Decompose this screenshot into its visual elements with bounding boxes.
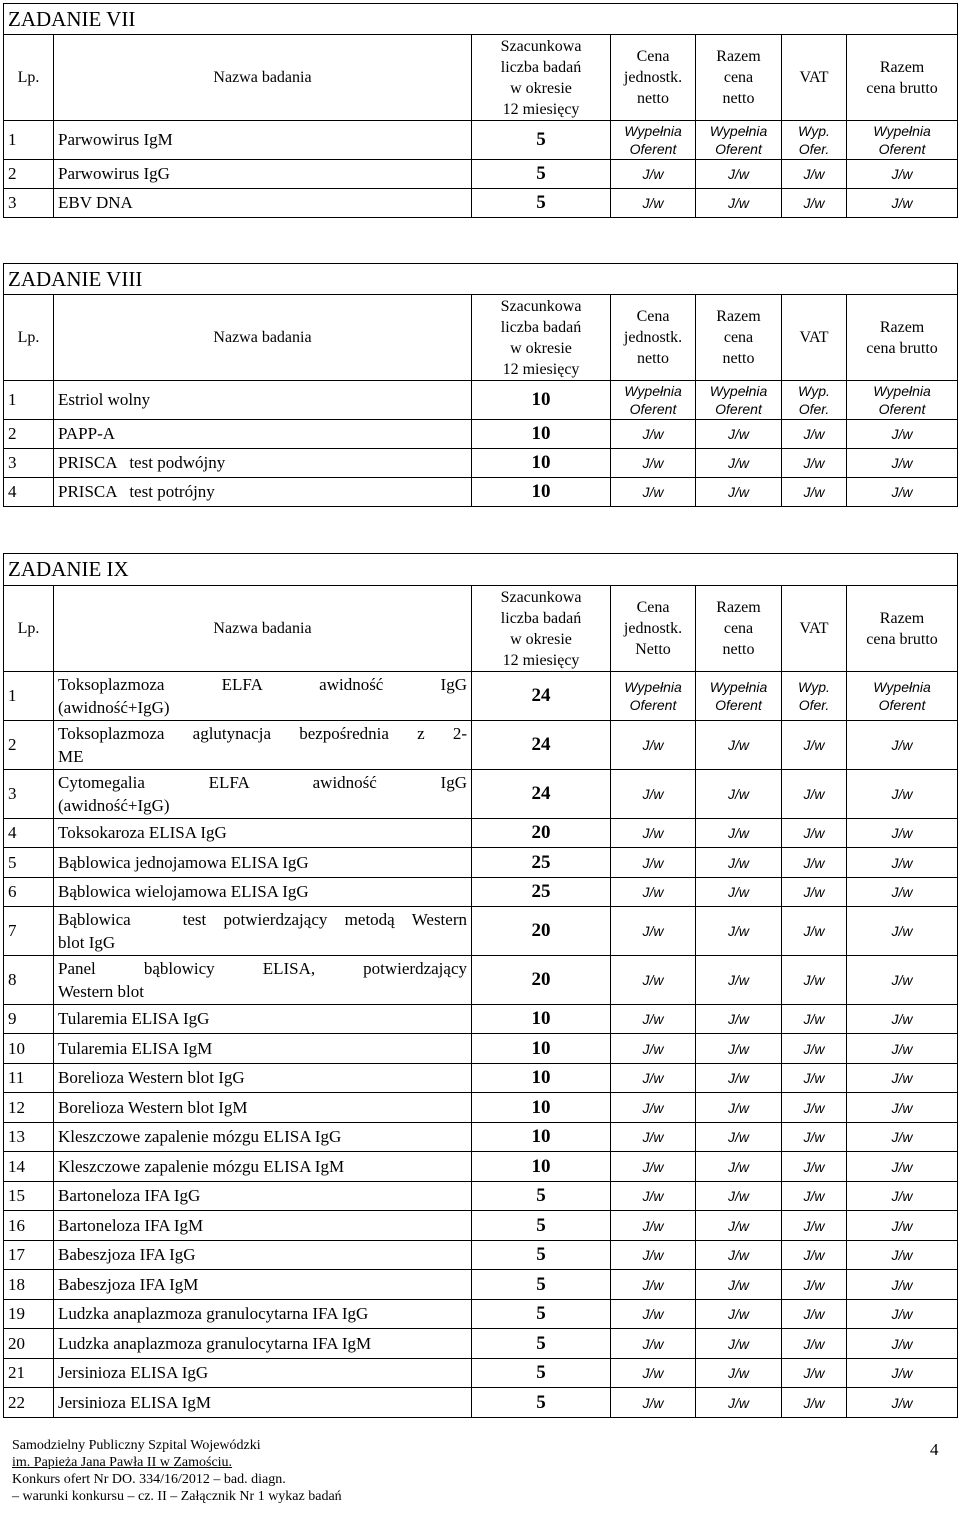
row-lp: 11	[4, 1064, 54, 1093]
jw-cell: J/w	[611, 878, 696, 907]
task-title: ZADANIE VII	[4, 4, 958, 35]
jw-cell: J/w	[611, 1388, 696, 1418]
jw-cell: J/w	[782, 1034, 847, 1064]
jw-cell: J/w	[847, 878, 958, 907]
jw-cell: J/w	[782, 1182, 847, 1211]
row-qty: 10	[472, 478, 611, 507]
fill-cell: Wypełnia Oferent	[696, 121, 782, 160]
jw-cell: J/w	[611, 1300, 696, 1329]
jw-cell: J/w	[847, 420, 958, 449]
row-name: Babeszjoza IFA IgM	[54, 1270, 472, 1300]
row-name: Tularemia ELISA IgM	[54, 1034, 472, 1064]
row-name: Bartoneloza IFA IgM	[54, 1211, 472, 1241]
row-name: Babeszjoza IFA IgG	[54, 1241, 472, 1270]
jw-cell: J/w	[611, 848, 696, 878]
jw-cell: J/w	[611, 1182, 696, 1211]
table-row	[4, 381, 958, 420]
jw-cell: J/w	[847, 1093, 958, 1123]
footer-line: Samodzielny Publiczny Szpital Wojewódzki	[12, 1438, 261, 1453]
jw-cell: J/w	[782, 160, 847, 189]
row-lp: 3	[4, 770, 54, 819]
row-name: PRISCA test podwójny	[54, 449, 472, 478]
jw-cell: J/w	[696, 160, 782, 189]
jw-cell: J/w	[847, 1300, 958, 1329]
jw-cell: J/w	[782, 1359, 847, 1388]
header-unit-price: Cena jednostk. netto	[611, 35, 696, 121]
row-lp: 13	[4, 1123, 54, 1152]
jw-cell: J/w	[696, 1093, 782, 1123]
jw-cell: J/w	[611, 449, 696, 478]
table-row	[4, 478, 958, 507]
row-lp: 2	[4, 420, 54, 449]
row-lp: 10	[4, 1034, 54, 1064]
jw-cell: J/w	[611, 721, 696, 770]
jw-cell: J/w	[611, 1270, 696, 1300]
table-row	[4, 770, 958, 819]
row-name: Bartoneloza IFA IgG	[54, 1182, 472, 1211]
jw-cell: J/w	[782, 1093, 847, 1123]
row-qty: 25	[472, 878, 611, 907]
row-qty: 10	[472, 449, 611, 478]
row-name: Parwowirus IgM	[54, 121, 472, 160]
table-row	[4, 819, 958, 848]
fill-cell: Wyp. Ofer.	[782, 672, 847, 721]
header-qty: Szacunkowa liczba badań w okresie 12 miesięcy	[472, 586, 611, 672]
jw-cell: J/w	[847, 449, 958, 478]
row-name: PAPP-A	[54, 420, 472, 449]
jw-cell: J/w	[696, 1359, 782, 1388]
table-row	[4, 1005, 958, 1034]
header-total-net: Razem cena netto	[696, 586, 782, 672]
row-name: Borelioza Western blot IgM	[54, 1093, 472, 1123]
fill-cell: Wypełnia Oferent	[611, 381, 696, 420]
table-row	[4, 449, 958, 478]
jw-cell: J/w	[696, 1388, 782, 1418]
task-title: ZADANIE IX	[4, 554, 958, 586]
header-vat: VAT	[782, 586, 847, 672]
row-qty: 24	[472, 672, 611, 721]
jw-cell: J/w	[611, 189, 696, 218]
table-row	[4, 1211, 958, 1241]
row-lp: 12	[4, 1093, 54, 1123]
task-table-vii	[3, 3, 958, 218]
row-qty: 10	[472, 1152, 611, 1182]
jw-cell: J/w	[696, 449, 782, 478]
jw-cell: J/w	[611, 1034, 696, 1064]
jw-cell: J/w	[611, 1211, 696, 1241]
row-lp: 15	[4, 1182, 54, 1211]
jw-cell: J/w	[782, 1388, 847, 1418]
header-qty: Szacunkowa liczba badań w okresie 12 miesięcy	[472, 35, 611, 121]
jw-cell: J/w	[847, 1123, 958, 1152]
footer-line: im. Papieża Jana Pawła II w Zamościu.	[12, 1455, 233, 1470]
row-name: Ludzka anaplazmoza granulocytarna IFA IgM	[54, 1329, 472, 1359]
row-qty: 20	[472, 956, 611, 1005]
jw-cell: J/w	[847, 1359, 958, 1388]
jw-cell: J/w	[847, 956, 958, 1005]
jw-cell: J/w	[696, 1329, 782, 1359]
jw-cell: J/w	[847, 1182, 958, 1211]
task-table-ix	[3, 553, 958, 1418]
header-total-gross: Razem cena brutto	[847, 295, 958, 381]
table-row	[4, 907, 958, 956]
jw-cell: J/w	[782, 878, 847, 907]
jw-cell: J/w	[847, 1005, 958, 1034]
row-name: Bąblowica test potwierdzający metodą Western blot IgG	[54, 907, 472, 956]
row-qty: 5	[472, 121, 611, 160]
row-qty: 10	[472, 1034, 611, 1064]
jw-cell: J/w	[782, 1064, 847, 1093]
row-name: Estriol wolny	[54, 381, 472, 420]
jw-cell: J/w	[847, 1152, 958, 1182]
header-total-net: Razem cena netto	[696, 35, 782, 121]
table-row	[4, 189, 958, 218]
header-vat: VAT	[782, 295, 847, 381]
row-lp: 20	[4, 1329, 54, 1359]
jw-cell: J/w	[696, 770, 782, 819]
row-lp: 3	[4, 449, 54, 478]
footer-line: – warunki konkursu – cz. II – Załącznik Nr 1 wykaz badań	[12, 1489, 342, 1504]
task-table-viii	[3, 263, 958, 507]
jw-cell: J/w	[782, 1329, 847, 1359]
row-lp: 7	[4, 907, 54, 956]
jw-cell: J/w	[696, 848, 782, 878]
jw-cell: J/w	[847, 478, 958, 507]
jw-cell: J/w	[847, 721, 958, 770]
jw-cell: J/w	[611, 1005, 696, 1034]
row-qty: 5	[472, 1182, 611, 1211]
table-row	[4, 160, 958, 189]
jw-cell: J/w	[782, 956, 847, 1005]
fill-cell: Wyp. Ofer.	[782, 381, 847, 420]
page-number: 4	[930, 1440, 939, 1459]
row-name: Kleszczowe zapalenie mózgu ELISA IgG	[54, 1123, 472, 1152]
row-name: PRISCA test potrójny	[54, 478, 472, 507]
fill-cell: Wypełnia Oferent	[847, 672, 958, 721]
row-qty: 5	[472, 1300, 611, 1329]
row-qty: 20	[472, 907, 611, 956]
row-qty: 5	[472, 1241, 611, 1270]
fill-cell: Wypełnia Oferent	[847, 381, 958, 420]
jw-cell: J/w	[847, 1064, 958, 1093]
table-row	[4, 721, 958, 770]
footer-line: Konkurs ofert Nr DO. 334/16/2012 – bad. diagn.	[12, 1472, 286, 1487]
row-lp: 22	[4, 1388, 54, 1418]
table-row	[4, 848, 958, 878]
table-row	[4, 420, 958, 449]
row-lp: 4	[4, 819, 54, 848]
header-name: Nazwa badania	[54, 35, 472, 121]
jw-cell: J/w	[847, 1211, 958, 1241]
row-qty: 10	[472, 1093, 611, 1123]
jw-cell: J/w	[611, 420, 696, 449]
row-name: Kleszczowe zapalenie mózgu ELISA IgM	[54, 1152, 472, 1182]
row-lp: 21	[4, 1359, 54, 1388]
table-row	[4, 1034, 958, 1064]
row-lp: 4	[4, 478, 54, 507]
jw-cell: J/w	[611, 1093, 696, 1123]
table-row	[4, 672, 958, 721]
row-lp: 6	[4, 878, 54, 907]
header-lp: Lp.	[4, 586, 54, 672]
row-qty: 5	[472, 1270, 611, 1300]
fill-cell: Wyp. Ofer.	[782, 121, 847, 160]
jw-cell: J/w	[782, 189, 847, 218]
table-row	[4, 1152, 958, 1182]
table-row	[4, 1123, 958, 1152]
jw-cell: J/w	[611, 478, 696, 507]
row-lp: 14	[4, 1152, 54, 1182]
jw-cell: J/w	[611, 770, 696, 819]
row-qty: 20	[472, 819, 611, 848]
header-total-gross: Razem cena brutto	[847, 35, 958, 121]
jw-cell: J/w	[611, 1241, 696, 1270]
jw-cell: J/w	[847, 1388, 958, 1418]
row-lp: 16	[4, 1211, 54, 1241]
table-row	[4, 121, 958, 160]
jw-cell: J/w	[782, 770, 847, 819]
jw-cell: J/w	[782, 907, 847, 956]
jw-cell: J/w	[611, 1123, 696, 1152]
jw-cell: J/w	[696, 1182, 782, 1211]
jw-cell: J/w	[782, 1152, 847, 1182]
row-lp: 2	[4, 160, 54, 189]
jw-cell: J/w	[782, 478, 847, 507]
jw-cell: J/w	[696, 1211, 782, 1241]
jw-cell: J/w	[696, 189, 782, 218]
jw-cell: J/w	[782, 1241, 847, 1270]
row-name: Toksoplazmoza ELFA awidność IgG (awidność+IgG)	[54, 672, 472, 721]
header-total-net: Razem cena netto	[696, 295, 782, 381]
fill-cell: Wypełnia Oferent	[696, 381, 782, 420]
table-row	[4, 1241, 958, 1270]
jw-cell: J/w	[696, 1123, 782, 1152]
jw-cell: J/w	[696, 819, 782, 848]
row-name: Toksoplazmoza aglutynacja bezpośrednia z 2- ME	[54, 721, 472, 770]
header-unit-price: Cena jednostk. Netto	[611, 586, 696, 672]
table-row	[4, 1388, 958, 1418]
row-qty: 5	[472, 1388, 611, 1418]
jw-cell: J/w	[782, 420, 847, 449]
row-qty: 10	[472, 1064, 611, 1093]
jw-cell: J/w	[611, 1152, 696, 1182]
jw-cell: J/w	[696, 907, 782, 956]
jw-cell: J/w	[782, 449, 847, 478]
jw-cell: J/w	[696, 878, 782, 907]
row-name: Bąblowica jednojamowa ELISA IgG	[54, 848, 472, 878]
table-row	[4, 956, 958, 1005]
header-name: Nazwa badania	[54, 295, 472, 381]
header-lp: Lp.	[4, 295, 54, 381]
jw-cell: J/w	[696, 1152, 782, 1182]
jw-cell: J/w	[847, 1034, 958, 1064]
jw-cell: J/w	[847, 1270, 958, 1300]
header-unit-price: Cena jednostk. netto	[611, 295, 696, 381]
fill-cell: Wypełnia Oferent	[611, 121, 696, 160]
row-name: Borelioza Western blot IgG	[54, 1064, 472, 1093]
jw-cell: J/w	[782, 1005, 847, 1034]
row-lp: 5	[4, 848, 54, 878]
page-footer	[12, 1437, 342, 1505]
row-lp: 2	[4, 721, 54, 770]
jw-cell: J/w	[847, 189, 958, 218]
jw-cell: J/w	[782, 1211, 847, 1241]
table-row	[4, 1300, 958, 1329]
row-lp: 18	[4, 1270, 54, 1300]
jw-cell: J/w	[696, 1064, 782, 1093]
row-name: Tularemia ELISA IgG	[54, 1005, 472, 1034]
jw-cell: J/w	[782, 1123, 847, 1152]
row-qty: 5	[472, 1359, 611, 1388]
jw-cell: J/w	[696, 1034, 782, 1064]
jw-cell: J/w	[847, 160, 958, 189]
jw-cell: J/w	[696, 1300, 782, 1329]
table-row	[4, 1329, 958, 1359]
jw-cell: J/w	[782, 819, 847, 848]
row-name: Parwowirus IgG	[54, 160, 472, 189]
row-qty: 10	[472, 420, 611, 449]
row-qty: 5	[472, 160, 611, 189]
row-lp: 19	[4, 1300, 54, 1329]
header-name: Nazwa badania	[54, 586, 472, 672]
table-row	[4, 1359, 958, 1388]
row-name: Ludzka anaplazmoza granulocytarna IFA IgG	[54, 1300, 472, 1329]
jw-cell: J/w	[782, 721, 847, 770]
jw-cell: J/w	[611, 160, 696, 189]
fill-cell: Wypełnia Oferent	[847, 121, 958, 160]
table-row	[4, 1182, 958, 1211]
row-qty: 5	[472, 1329, 611, 1359]
jw-cell: J/w	[696, 420, 782, 449]
row-qty: 24	[472, 770, 611, 819]
row-name: EBV DNA	[54, 189, 472, 218]
row-lp: 1	[4, 121, 54, 160]
fill-cell: Wypełnia Oferent	[611, 672, 696, 721]
jw-cell: J/w	[696, 478, 782, 507]
row-qty: 5	[472, 1211, 611, 1241]
row-name: Jersinioza ELISA IgM	[54, 1388, 472, 1418]
jw-cell: J/w	[611, 1064, 696, 1093]
jw-cell: J/w	[696, 1005, 782, 1034]
row-lp: 8	[4, 956, 54, 1005]
row-name: Toksokaroza ELISA IgG	[54, 819, 472, 848]
row-lp: 9	[4, 1005, 54, 1034]
row-lp: 17	[4, 1241, 54, 1270]
row-qty: 10	[472, 1005, 611, 1034]
jw-cell: J/w	[782, 1300, 847, 1329]
table-row	[4, 1093, 958, 1123]
row-qty: 5	[472, 189, 611, 218]
row-qty: 10	[472, 1123, 611, 1152]
row-name: Jersinioza ELISA IgG	[54, 1359, 472, 1388]
row-lp: 1	[4, 672, 54, 721]
table-row	[4, 1270, 958, 1300]
row-qty: 24	[472, 721, 611, 770]
header-total-gross: Razem cena brutto	[847, 586, 958, 672]
table-row	[4, 878, 958, 907]
header-lp: Lp.	[4, 35, 54, 121]
jw-cell: J/w	[847, 1329, 958, 1359]
jw-cell: J/w	[847, 1241, 958, 1270]
jw-cell: J/w	[611, 907, 696, 956]
task-title: ZADANIE VIII	[4, 264, 958, 295]
header-qty: Szacunkowa liczba badań w okresie 12 miesięcy	[472, 295, 611, 381]
header-vat: VAT	[782, 35, 847, 121]
fill-cell: Wypełnia Oferent	[696, 672, 782, 721]
jw-cell: J/w	[847, 819, 958, 848]
jw-cell: J/w	[696, 1241, 782, 1270]
row-name: Bąblowica wielojamowa ELISA IgG	[54, 878, 472, 907]
row-lp: 1	[4, 381, 54, 420]
jw-cell: J/w	[611, 956, 696, 1005]
jw-cell: J/w	[847, 907, 958, 956]
jw-cell: J/w	[782, 848, 847, 878]
row-lp: 3	[4, 189, 54, 218]
jw-cell: J/w	[847, 848, 958, 878]
jw-cell: J/w	[611, 819, 696, 848]
table-row	[4, 1064, 958, 1093]
row-name: Cytomegalia ELFA awidność IgG (awidność+IgG)	[54, 770, 472, 819]
jw-cell: J/w	[696, 956, 782, 1005]
jw-cell: J/w	[696, 1270, 782, 1300]
jw-cell: J/w	[611, 1359, 696, 1388]
row-qty: 10	[472, 381, 611, 420]
jw-cell: J/w	[847, 770, 958, 819]
row-name: Panel bąblowicy ELISA, potwierdzający Western blot	[54, 956, 472, 1005]
row-qty: 25	[472, 848, 611, 878]
jw-cell: J/w	[611, 1329, 696, 1359]
jw-cell: J/w	[696, 721, 782, 770]
jw-cell: J/w	[782, 1270, 847, 1300]
